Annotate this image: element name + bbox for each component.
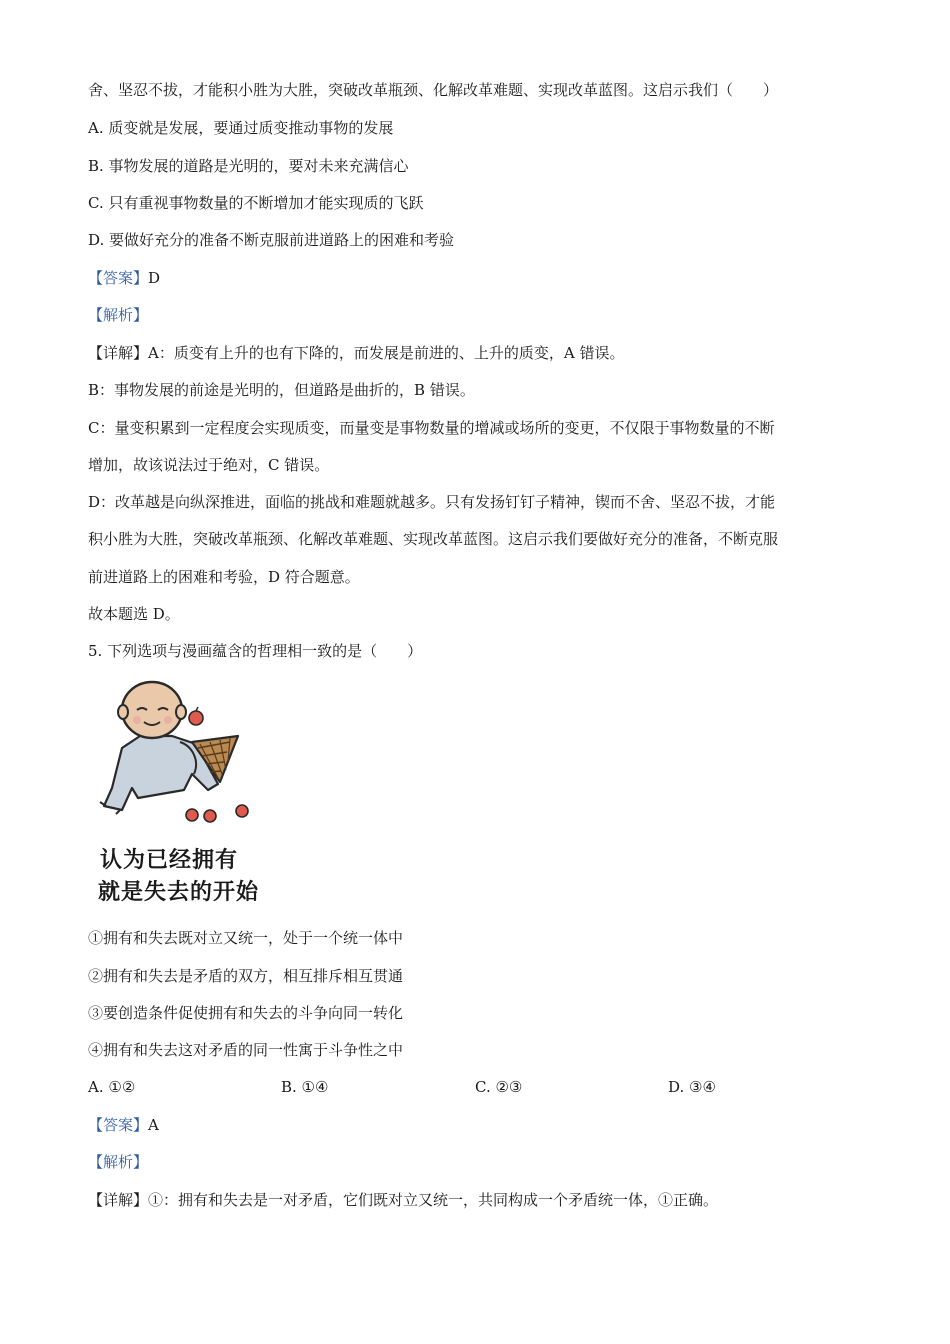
q4-analysis-tag: 【解析】 xyxy=(88,306,149,324)
q5-statement-2: ②拥有和失去是矛盾的双方，相互排斥相互贯通 xyxy=(88,967,404,985)
q5-answer-tag: 【答案】 xyxy=(88,1116,149,1134)
q5-stem: 5. 下列选项与漫画蕴含的哲理相一致的是（ ） xyxy=(88,642,423,660)
q5-detail-first: ①：拥有和失去是一对矛盾，它们既对立又统一，共同构成一个矛盾统一体，①正确。 xyxy=(148,1191,719,1209)
q5-choice-b: B. ①④ xyxy=(281,1078,329,1096)
q4-answer-value: D xyxy=(148,269,161,287)
q4-detail-line-1: B：事物发展的前途是光明的，但道路是曲折的，B 错误。 xyxy=(88,381,475,399)
q5-analysis-tag: 【解析】 xyxy=(88,1153,149,1171)
q5-detail xyxy=(88,1190,718,1210)
cartoon-caption-2: 就是失去的开始 xyxy=(98,880,260,905)
q5-answer xyxy=(88,1115,159,1135)
q4-answer-tag: 【答案】 xyxy=(88,269,149,287)
q5-choice-a: A. ①② xyxy=(88,1078,136,1096)
q4-answer xyxy=(88,268,160,288)
q5-detail-tag: 【详解】 xyxy=(88,1191,149,1209)
q4-detail-line-5: 积小胜为大胜，突破改革瓶颈、化解改革难题、实现改革蓝图。这启示我们要做好充分的准备，不断克服 xyxy=(88,530,779,548)
q4-detail-a xyxy=(88,343,624,363)
q5-choices xyxy=(88,1078,868,1098)
q5-statement-3: ③要创造条件促使拥有和失去的斗争向同一转化 xyxy=(88,1004,404,1022)
q4-detail-line-6: 前进道路上的困难和考验，D 符合题意。 xyxy=(88,568,360,586)
q4-detail-tag: 【详解】 xyxy=(88,344,149,362)
cartoon-illustration xyxy=(92,678,272,914)
q4-detail-line-3: 增加，故该说法过于绝对，C 错误。 xyxy=(88,456,330,474)
q5-answer-value: A xyxy=(148,1116,159,1134)
q4-option-a: A. 质变就是发展，要通过质变推动事物的发展 xyxy=(88,119,394,137)
q4-detail-line-0: A：质变有上升的也有下降的，而发展是前进的、上升的质变，A 错误。 xyxy=(148,344,625,362)
q4-option-d: D. 要做好充分的准备不断克服前进道路上的困难和考验 xyxy=(88,231,455,249)
q5-statement-1: ①拥有和失去既对立又统一，处于一个统一体中 xyxy=(88,929,404,947)
q5-choice-d: D. ③④ xyxy=(668,1078,716,1096)
cartoon-figure-icon xyxy=(92,678,272,914)
q4-option-c: C. 只有重视事物数量的不断增加才能实现质的飞跃 xyxy=(88,194,424,212)
cartoon-caption-1: 认为已经拥有 xyxy=(100,848,239,873)
q4-stem-tail: 舍、坚忍不拔，才能积小胜为大胜，突破改革瓶颈、化解改革难题、实现改革蓝图。这启示我们（ ） xyxy=(88,81,779,99)
q4-option-b: B. 事物发展的道路是光明的，要对未来充满信心 xyxy=(88,157,409,175)
q4-conclusion: 故本题选 D。 xyxy=(88,605,180,623)
q4-detail-line-2: C：量变积累到一定程度会实现质变，而量变是事物数量的增减或场所的变更，不仅限于事物数量的不断 xyxy=(88,419,775,437)
q5-statement-4: ④拥有和失去这对矛盾的同一性寓于斗争性之中 xyxy=(88,1041,404,1059)
q5-choice-c: C. ②③ xyxy=(475,1078,523,1096)
q4-detail-line-4: D：改革越是向纵深推进，面临的挑战和难题就越多。只有发扬钉钉子精神，锲而不舍、坚忍不拔，才能 xyxy=(88,493,776,511)
